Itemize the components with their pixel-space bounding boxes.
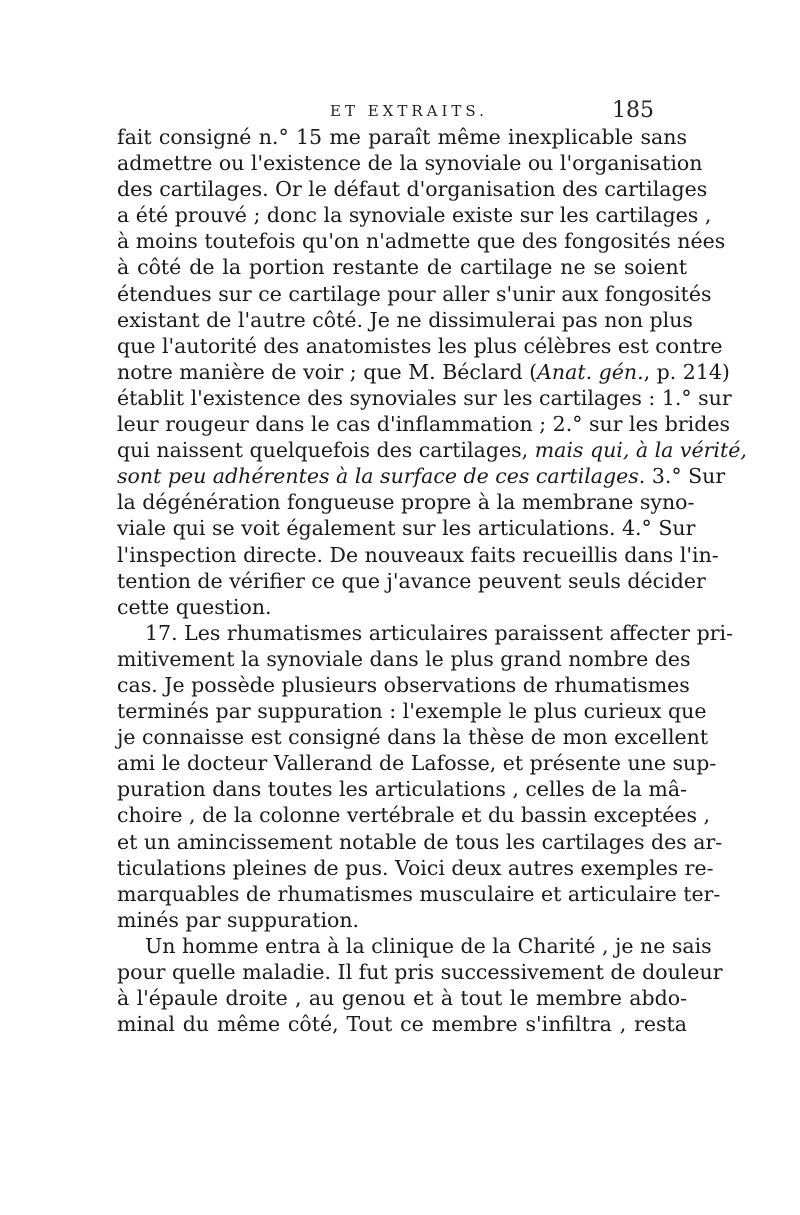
italic-segment: mais qui, à la vérité,	[534, 438, 747, 463]
text-segment: leur rougeur dans le cas d'inflammation ; 2.° sur les brides	[117, 412, 730, 437]
text-segment: admettre ou l'existence de la synoviale ou l'organisation	[117, 151, 703, 176]
text-segment: fait consigné n.° 15 me paraît même inexplicable sans	[117, 125, 687, 149]
text-line	[117, 802, 711, 828]
text-line	[117, 385, 732, 411]
text-line	[117, 985, 687, 1011]
italic-segment: sont peu adhérentes à la surface de ces cartilages	[117, 464, 639, 489]
text-segment: , p. 214)	[643, 359, 730, 384]
page-number: 185	[612, 98, 654, 123]
text-segment: ticulations pleines de pus. Voici deux autres exemples re-	[117, 855, 714, 880]
text-segment: viale qui se voit également sur les articulations. 4.° Sur	[117, 516, 696, 541]
text-segment: et un amincissement notable de tous les cartilages des ar-	[117, 829, 723, 854]
text-segment: minal du même côté, Tout ce membre s'infiltra , resta	[117, 1012, 687, 1037]
text-line	[117, 463, 726, 489]
text-segment: ami le docteur Vallerand de Lafosse, et présente une sup-	[117, 751, 717, 776]
text-segment: existant de l'autre côté. Je ne dissimulerai pas non plus	[117, 307, 693, 332]
text-segment: établit l'existence des synoviales sur les cartilages : 1.° sur	[117, 385, 732, 410]
text-segment: étendues sur ce cartilage pour aller s'unir aux fongosités	[117, 281, 712, 306]
text-segment: terminés par suppuration : l'exemple le plus curieux que	[117, 699, 707, 724]
text-segment: à l'épaule droite , au genou et à tout le membre abdo-	[117, 986, 687, 1011]
text-segment: qui naissent quelquefois des cartilages,	[117, 438, 535, 463]
text-segment: choire , de la colonne vertébrale et du bassin exceptées ,	[117, 803, 711, 828]
text-line	[117, 515, 696, 541]
text-line	[117, 907, 687, 933]
text-line	[117, 542, 719, 568]
text-line	[117, 333, 723, 359]
text-segment: cas. Je possède plusieurs observations de rhumatismes	[117, 672, 690, 697]
text-line	[117, 150, 703, 176]
text-segment: . 3.° Sur	[638, 464, 726, 489]
italic-segment: Anat. gén.	[537, 359, 644, 384]
text-segment: 17. Les rhumatismes articulaires paraissent affecter pri-	[145, 620, 734, 645]
text-segment: mitivement la synoviale dans le plus grand nombre des	[117, 646, 691, 671]
text-segment: à côté de la portion restante de cartilage ne se soient	[117, 255, 687, 280]
text-segment: puration dans toutes les articulations , celles de la mâ-	[117, 777, 687, 802]
text-line	[117, 724, 709, 750]
text-line	[117, 437, 747, 463]
text-line	[117, 959, 723, 985]
text-line	[117, 672, 690, 698]
text-line	[117, 881, 721, 907]
text-line	[117, 359, 730, 385]
text-segment: que l'autorité des anatomistes les plus célèbres est contre	[117, 333, 723, 358]
text-line	[117, 1011, 687, 1037]
text-line	[117, 568, 706, 594]
text-line	[117, 829, 723, 855]
text-segment: notre manière de voir ; que M. Béclard (	[117, 359, 538, 384]
text-segment: pour quelle maladie. Il fut pris successivement de douleur	[117, 960, 723, 984]
running-title: ET EXTRAITS.	[330, 102, 488, 120]
text-line	[117, 307, 693, 333]
text-segment: l'inspection directe. De nouveaux faits recueillis dans l'in-	[117, 542, 719, 567]
text-segment: a été prouvé ; donc la synoviale existe sur les cartilages ,	[117, 203, 712, 228]
text-segment: marquables de rhumatismes musculaire et articulaire ter-	[117, 881, 721, 906]
text-segment: cette question.	[117, 594, 272, 619]
text-line	[117, 489, 695, 515]
text-segment: Un homme entra à la clinique de la Charité , je ne sais	[145, 933, 712, 958]
text-line	[117, 776, 687, 802]
text-segment: des cartilages. Or le défaut d'organisation des cartilages	[117, 177, 708, 202]
text-line	[117, 933, 712, 959]
text-line	[117, 202, 712, 228]
body-text	[117, 124, 747, 1037]
text-line	[117, 855, 714, 881]
text-segment: à moins toutefois qu'on n'admette que des fongosités nées	[117, 229, 726, 254]
text-line	[117, 254, 687, 280]
text-line	[117, 124, 687, 150]
text-segment: minés par suppuration.	[117, 907, 360, 932]
text-line	[117, 698, 707, 724]
text-line	[117, 750, 717, 776]
text-line	[117, 411, 730, 437]
text-line	[117, 281, 712, 307]
text-line	[117, 228, 726, 254]
text-segment: la dégénération fongueuse propre à la membrane syno-	[117, 490, 695, 515]
text-segment: tention de vérifier ce que j'avance peuvent seuls décider	[117, 568, 706, 593]
text-segment: je connaisse est consigné dans la thèse de mon excellent	[117, 725, 709, 750]
text-line	[117, 646, 691, 672]
text-line	[117, 620, 734, 646]
text-line	[117, 176, 708, 202]
text-line	[117, 594, 687, 620]
